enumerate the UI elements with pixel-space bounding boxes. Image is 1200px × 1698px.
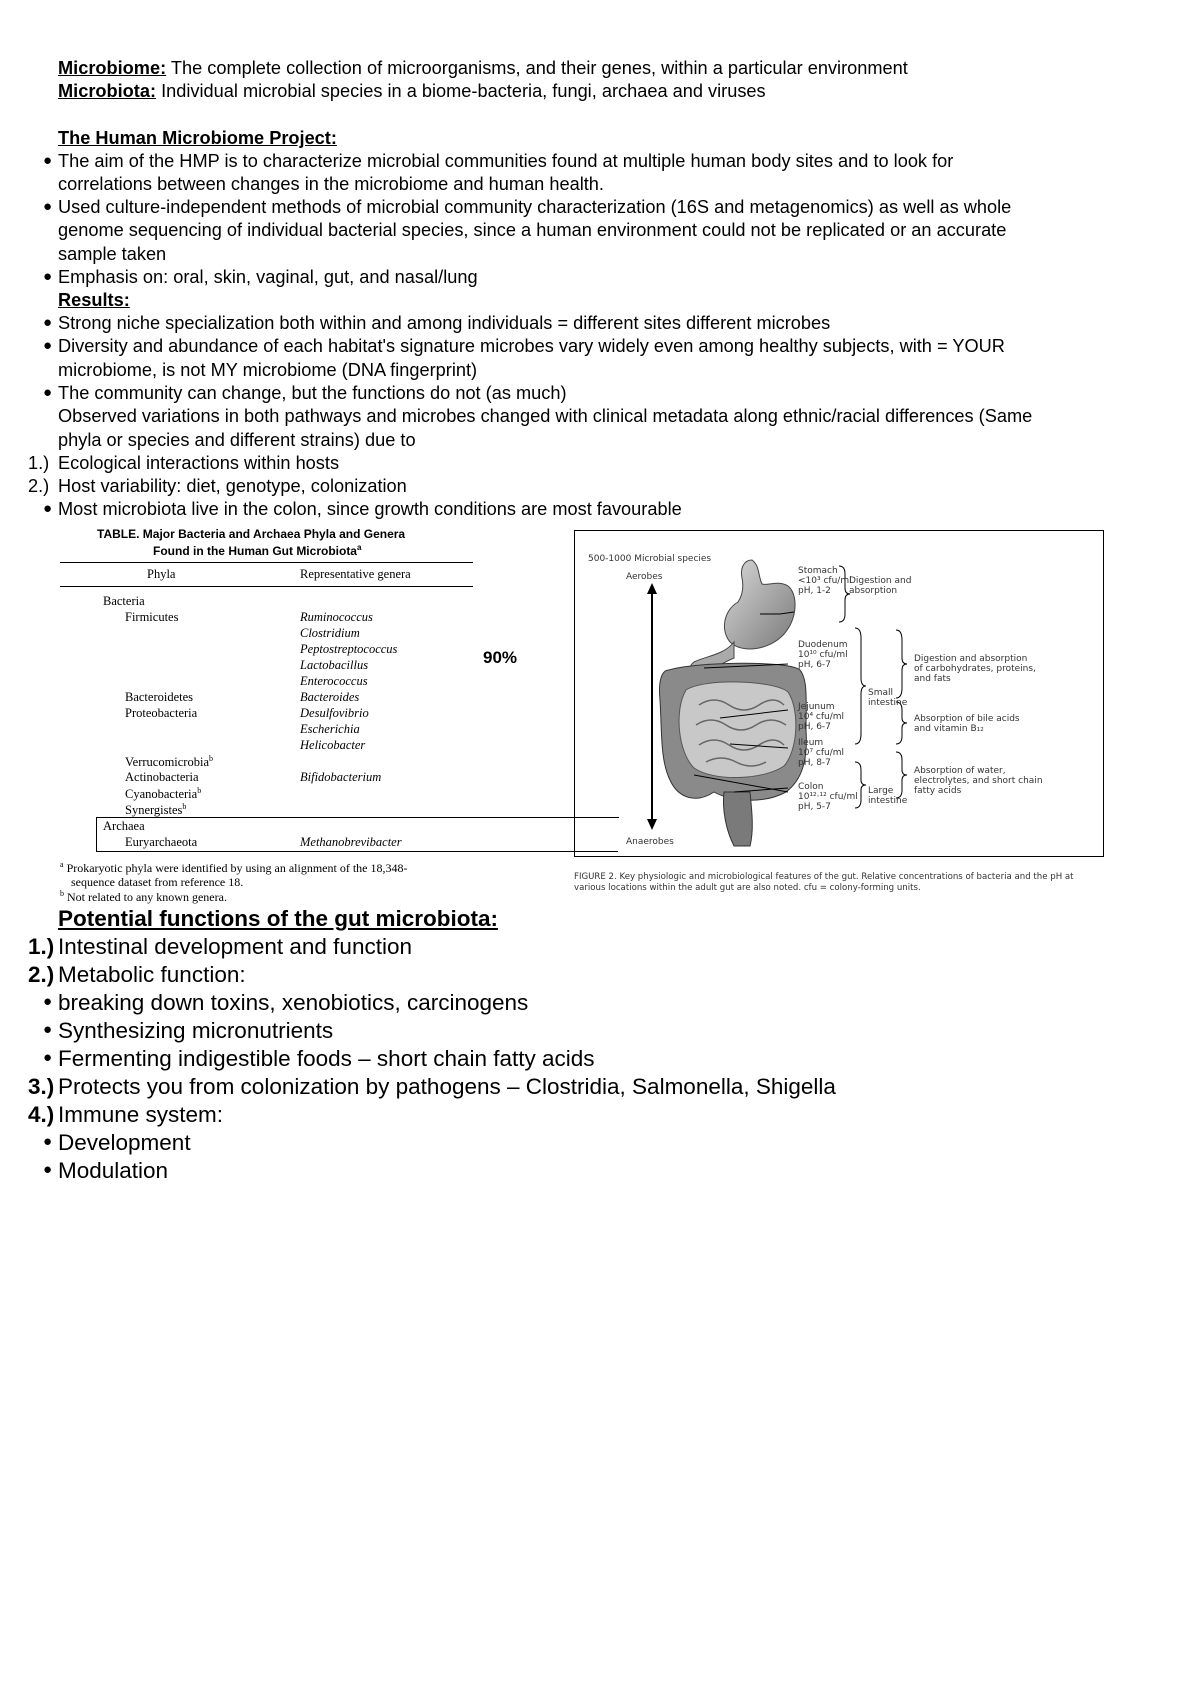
list-number: 3.) [28, 1074, 55, 1099]
row-firmicutes: Firmicutes [125, 610, 179, 624]
bullet-icon: ● [43, 337, 53, 354]
bullet-icon: ● [43, 1021, 53, 1038]
carb-label-2: of carbohydrates, proteins, [914, 664, 1036, 674]
row-proteobacteria: Proteobacteria [125, 706, 198, 720]
table-title-sup: a [356, 543, 362, 552]
function-2: Metabolic function: [58, 962, 246, 987]
hmp-bullet-2-line-3: sample taken [58, 244, 167, 264]
results-item-2: Host variability: diet, genotype, colonization [58, 476, 407, 496]
ileum-ph: pH, 8-7 [798, 758, 831, 768]
footnote-a-sup: a [60, 860, 64, 869]
results-bullet-4: Most microbiota live in the colon, since growth conditions are most favourable [58, 499, 682, 519]
bullet-icon: ● [43, 1161, 53, 1178]
genus-enterococcus: Enterococcus [300, 674, 368, 688]
table-top-rule [60, 562, 473, 563]
percent-label: 90% [483, 648, 518, 667]
genus-helicobacter: Helicobacter [300, 738, 366, 752]
jejunum-label: Jejunum [798, 702, 835, 712]
table-header-rule [60, 586, 473, 587]
results-bullet-3: The community can change, but the functions do not (as much) [58, 383, 567, 403]
bullet-icon: ● [43, 993, 53, 1010]
duodenum-ph: pH, 6-7 [798, 660, 831, 670]
small-intestine-label-2: intestine [868, 698, 908, 708]
verrucomicrobia-label: Verrucomicrobia [125, 755, 209, 770]
stomach-count: <10³ cfu/ml [798, 576, 852, 586]
colon-label: Colon [798, 782, 824, 792]
bullet-icon: ● [43, 314, 53, 331]
results-heading: Results: [58, 290, 130, 310]
bile-label-2: and vitamin B₁₂ [914, 724, 984, 734]
carb-label-3: and fats [914, 674, 951, 684]
stomach-ph: pH, 1-2 [798, 586, 831, 596]
footnote-a-line-1 [60, 860, 407, 876]
carb-label-1: Digestion and absorption [914, 654, 1028, 664]
list-number: 2.) [28, 476, 50, 496]
results-item-1: Ecological interactions within hosts [58, 453, 340, 473]
hmp-bullet-1-line-2: correlations between changes in the microbiome and human health. [58, 174, 604, 194]
microbiota-text: Individual microbial species in a biome-bacteria, fungi, archaea and viruses [156, 81, 766, 101]
genus-ruminococcus: Ruminococcus [300, 610, 373, 624]
hmp-heading: The Human Microbiome Project: [58, 128, 337, 148]
function-2a: breaking down toxins, xenobiotics, carcinogens [58, 990, 529, 1015]
water-label-1: Absorption of water, [914, 766, 1006, 776]
table-bottom-rule [96, 851, 618, 852]
verrucomicrobia-sup: b [209, 754, 213, 763]
water-label-3: fatty acids [914, 786, 962, 796]
results-paragraph-line-2: phyla or species and different strains) due to [58, 430, 416, 450]
row-synergistes [125, 802, 186, 818]
table-title-line-1: TABLE. Major Bacteria and Archaea Phyla and Genera [97, 527, 406, 541]
results-bullet-2-line-2: microbiome, is not MY microbiome (DNA fingerprint) [58, 360, 478, 380]
function-4: Immune system: [58, 1102, 224, 1127]
stomach-label: Stomach [798, 566, 838, 576]
column-header-genera: Representative genera [300, 567, 411, 581]
large-intestine-label-2: intestine [868, 796, 908, 806]
ileum-label: Ileum [798, 738, 824, 748]
bullet-icon: ● [43, 268, 53, 285]
figure-top-label: 500-1000 Microbial species [588, 554, 712, 564]
results-paragraph-line-1: Observed variations in both pathways and microbes changed with clinical metadata along ethnic/racial differences (Same [58, 406, 1033, 426]
hmp-bullet-3: Emphasis on: oral, skin, vaginal, gut, and nasal/lung [58, 267, 478, 287]
results-bullet-1: Strong niche specialization both within and among individuals = different sites different microbes [58, 313, 831, 333]
results-bullet-2-line-1: Diversity and abundance of each habitat's signature microbes vary widely even among healthy subjects, with = YOUR [58, 336, 1005, 356]
footnote-a-line-2: sequence dataset from reference 18. [71, 875, 244, 889]
ileum-count: 10⁷ cfu/ml [798, 748, 845, 758]
small-intestine-label-1: Small [868, 688, 893, 698]
bullet-icon: ● [43, 198, 53, 215]
row-cyanobacteria [125, 786, 201, 802]
row-bacteroidetes: Bacteroidetes [125, 690, 194, 704]
list-number: 1.) [28, 453, 50, 473]
column-header-phyla: Phyla [147, 567, 176, 581]
figure-caption-line-1: FIGURE 2. Key physiologic and microbiological features of the gut. Relative concentrations of bacteria and the pH at [574, 872, 1074, 882]
aerobes-label: Aerobes [626, 572, 663, 582]
bullet-icon: ● [43, 500, 53, 517]
footnote-b-text: Not related to any known genera. [67, 890, 227, 904]
function-2b: Synthesizing micronutrients [58, 1018, 334, 1043]
list-number: 4.) [28, 1102, 55, 1127]
functions-heading: Potential functions of the gut microbiota: [58, 906, 498, 931]
microbiome-definition [58, 57, 908, 81]
table-title-text: Found in the Human Gut Microbiota [153, 544, 357, 558]
footnote-b-sup: b [60, 889, 64, 898]
bullet-icon: ● [43, 384, 53, 401]
genus-methanobrevibacter: Methanobrevibacter [300, 835, 402, 849]
row-bacteria: Bacteria [103, 594, 145, 608]
hmp-bullet-2-line-2: genome sequencing of individual bacterial species, since a human environment could not be replicated or an accurate [58, 220, 1007, 240]
duodenum-label: Duodenum [798, 640, 848, 650]
genus-clostridium: Clostridium [300, 626, 360, 640]
function-3: Protects you from colonization by pathogens – Clostridia, Salmonella, Shigella [58, 1074, 836, 1099]
genus-peptostreptococcus: Peptostreptococcus [300, 642, 398, 656]
genus-bifidobacterium: Bifidobacterium [300, 770, 382, 784]
jejunum-ph: pH, 6-7 [798, 722, 831, 732]
jejunum-count: 10⁴ cfu/ml [798, 712, 845, 722]
digestion-label-1: Digestion and [849, 576, 912, 586]
colon-count: 10¹²·¹² cfu/ml [798, 792, 858, 802]
synergistes-label: Synergistes [125, 803, 183, 818]
hmp-bullet-1-line-1: The aim of the HMP is to characterize microbial communities found at multiple human body sites and to look for [58, 151, 954, 171]
duodenum-count: 10¹⁰ cfu/ml [798, 650, 848, 660]
row-verrucomicrobia [125, 754, 213, 770]
bullet-icon: ● [43, 152, 53, 169]
genus-bacteroides: Bacteroides [300, 690, 360, 704]
bullet-icon: ● [43, 1133, 53, 1150]
cyanobacteria-label: Cyanobacteria [125, 787, 198, 802]
microbiome-term: Microbiome: [58, 58, 167, 78]
phyla-table [55, 525, 570, 905]
gut-figure [574, 530, 1104, 860]
function-4b: Modulation [58, 1158, 169, 1183]
function-1: Intestinal development and function [58, 934, 412, 959]
row-euryarchaeota: Euryarchaeota [125, 835, 198, 849]
anaerobes-label: Anaerobes [626, 837, 674, 847]
microbiome-text: The complete collection of microorganisms, and their genes, within a particular environment [166, 58, 908, 78]
list-number: 2.) [28, 962, 55, 987]
bile-label-1: Absorption of bile acids [914, 714, 1020, 724]
hmp-bullet-2-line-1: Used culture-independent methods of microbial community characterization (16S and metagenomics) as well as whole [58, 197, 1012, 217]
synergistes-sup: b [182, 802, 187, 811]
microbiota-term: Microbiota: [58, 81, 157, 101]
row-actinobacteria: Actinobacteria [125, 770, 199, 784]
genus-escherichia: Escherichia [300, 722, 360, 736]
cyanobacteria-sup: b [197, 786, 202, 795]
genus-lactobacillus: Lactobacillus [300, 658, 369, 672]
water-label-2: electrolytes, and short chain [914, 776, 1043, 786]
function-4a: Development [58, 1130, 191, 1155]
row-archaea: Archaea [103, 819, 145, 833]
footnote-b [60, 889, 227, 905]
footnote-a-text: Prokaryotic phyla were identified by using an alignment of the 18,348- [66, 861, 408, 875]
digestion-label-2: absorption [849, 586, 898, 596]
figure-caption-line-2: various locations within the adult gut are also noted. cfu = colony-forming units. [574, 883, 921, 893]
genus-desulfovibrio: Desulfovibrio [300, 706, 369, 720]
large-intestine-label-1: Large [868, 786, 894, 796]
microbiota-definition [58, 80, 766, 104]
table-title-line-2 [153, 543, 361, 558]
list-number: 1.) [28, 934, 55, 959]
bullet-icon: ● [43, 1049, 53, 1066]
colon-ph: pH, 5-7 [798, 802, 831, 812]
function-2c: Fermenting indigestible foods – short chain fatty acids [58, 1046, 595, 1071]
